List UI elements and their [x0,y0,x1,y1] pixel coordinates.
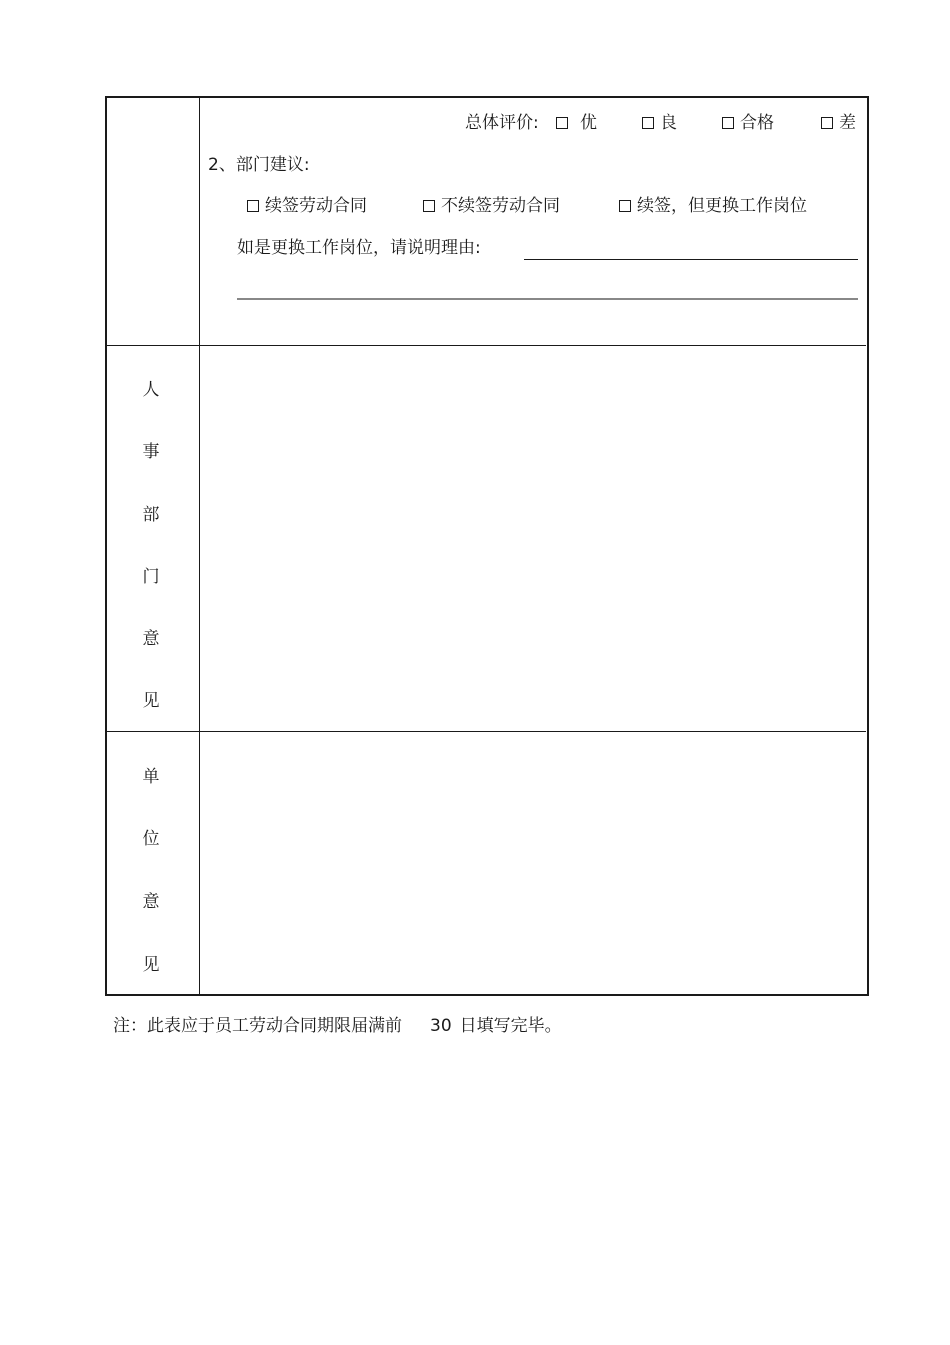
checkbox-not-renew[interactable] [423,200,435,212]
hr-opinion-field[interactable] [201,347,865,730]
option-excellent-label: 优 [580,113,597,133]
reason-input-line-2[interactable] [237,298,858,300]
hr-label-char-4: 门 [142,567,160,587]
checkbox-poor[interactable] [821,117,833,129]
footnote-suffix: 日填写完毕。 [459,1016,562,1036]
unit-label-char-2: 位 [142,829,160,849]
option-excellent[interactable] [556,113,597,133]
option-renew-change-post[interactable] [619,196,807,216]
option-pass[interactable] [722,113,774,133]
hr-label-char-3: 部 [142,505,160,525]
option-renew[interactable] [247,196,367,216]
checkbox-excellent[interactable] [556,117,568,129]
option-pass-label: 合格 [740,113,774,133]
footnote-prefix: 注：此表应于员工劳动合同期限届满前 [113,1016,402,1036]
footnote [113,1016,562,1036]
column-divider [199,96,200,994]
row-divider-2 [106,731,866,732]
option-poor[interactable] [821,113,856,133]
reason-input-line-1[interactable] [524,259,858,260]
unit-label-char-4: 见 [142,955,160,975]
dept-suggestion-heading: 2、部门建议: [208,155,310,175]
option-good[interactable] [642,113,677,133]
hr-label-char-1: 人 [142,380,160,400]
checkbox-renew[interactable] [247,200,259,212]
unit-opinion-field[interactable] [201,733,865,992]
checkbox-pass[interactable] [722,117,734,129]
checkbox-good[interactable] [642,117,654,129]
unit-label-char-3: 意 [142,892,160,912]
option-good-label: 良 [660,113,677,133]
unit-label-char-1: 单 [142,767,160,787]
hr-label-char-5: 意 [142,629,160,649]
checkbox-renew-change-post[interactable] [619,200,631,212]
option-renew-change-post-label: 续签，但更换工作岗位 [637,196,807,216]
hr-label-char-6: 见 [142,691,160,711]
option-not-renew[interactable] [423,196,560,216]
footnote-days: 30 [430,1016,452,1036]
row-divider-1 [106,345,866,346]
option-poor-label: 差 [839,113,856,133]
overall-evaluation-label: 总体评价: [465,113,539,133]
reason-label: 如是更换工作岗位，请说明理由: [237,238,481,258]
option-not-renew-label: 不续签劳动合同 [441,196,560,216]
hr-label-char-2: 事 [142,442,160,462]
option-renew-label: 续签劳动合同 [265,196,367,216]
